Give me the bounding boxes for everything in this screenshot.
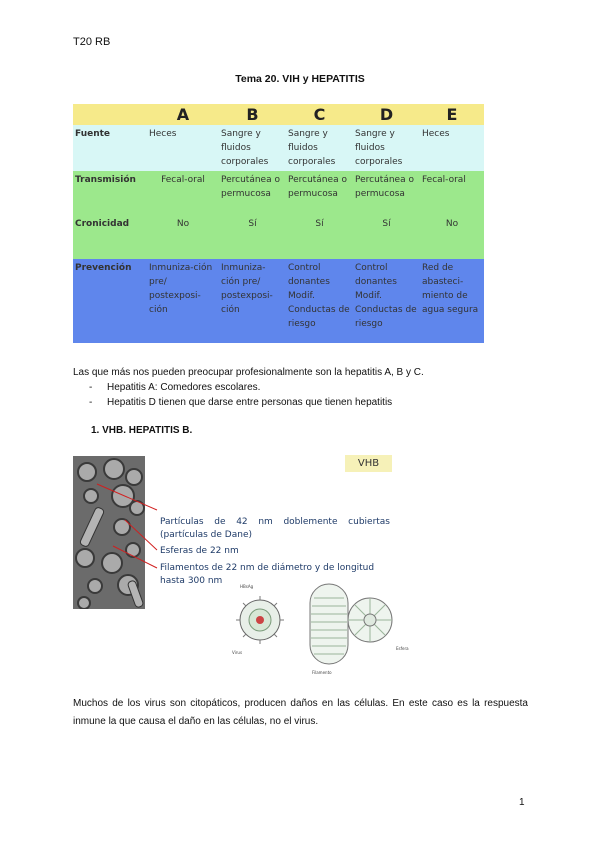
row-label: Fuente [73,125,147,171]
vhb-badge: VHB [345,455,392,472]
column-header: D [353,104,420,125]
table-row [73,171,484,215]
figure-label-filaments: Filamentos de 22 nm de diámetro y de longitud hasta 300 nm [160,563,375,586]
svg-text:Virus: Virus [232,650,243,655]
list-item-text: Hepatitis A: Comedores escolares. [107,382,261,393]
table-corner [73,104,147,125]
row-label: Prevención [73,259,147,343]
table-cell: Sangre y fluidos corporales [219,125,286,171]
pointer-line [125,520,157,550]
table-cell: Percutánea o permucosa [286,171,353,215]
table-cell: Fecal-oral [147,171,219,215]
body-paragraph: Muchos de los virus son citopáticos, producen daños en las células. En este caso es la respuesta inmune la que causa el daño en las células, no el virus. [73,698,528,727]
row-label: Transmisión [73,171,147,215]
svg-text:Filamento: Filamento [312,670,332,675]
dane-particle-icon [232,584,284,655]
list-item-text: Hepatitis D tienen que darse entre personas que tienen hepatitis [107,397,393,408]
pointer-line [113,546,157,568]
table-cell: No [420,215,484,259]
table-cell: Sí [353,215,420,259]
svg-text:Esfera: Esfera [396,646,409,651]
intro-paragraph: Las que más nos pueden preocupar profesionalmente son la hepatitis A, B y C. [73,367,424,378]
pointer-lines [73,456,163,586]
section-heading: 1. VHB. HEPATITIS B. [91,425,193,436]
svg-text:HBsAg: HBsAg [240,584,254,589]
table-cell: Inmuniza-ción pre/ postexposi-ción [147,259,219,343]
sphere-icon [348,598,409,651]
filament-icon [310,584,348,675]
pointer-line [97,484,157,510]
figure-label-dane: Partículas de 42 nm doblemente cubiertas (partículas de Dane) [160,517,390,540]
table-cell: Sangre y fluidos corporales [286,125,353,171]
table-cell: No [147,215,219,259]
list-item [89,395,392,410]
table-header-row [73,104,484,125]
page-title: Tema 20. VIH y HEPATITIS [235,73,365,85]
table-cell: Heces [147,125,219,171]
column-header: E [420,104,484,125]
table-cell: Control donantes Modif. Conductas de riesgo [353,259,420,343]
table-cell: Control donantes Modif. Conductas de riesgo [286,259,353,343]
row-label: Cronicidad [73,215,147,259]
hbv-structure-diagram [232,580,462,680]
table-cell: Inmuniza-ción pre/ postexposi-ción [219,259,286,343]
bullet-dash: - [89,397,93,408]
column-header: C [286,104,353,125]
page-number: 1 [519,797,525,808]
table-cell: Heces [420,125,484,171]
table-row [73,215,484,259]
header-label: T20 RB [73,36,111,48]
table-cell: Sí [286,215,353,259]
table-cell: Red de abasteci-miento de agua segura [420,259,484,343]
figure-label-spheres: Esferas de 22 nm [160,546,239,556]
column-header: A [147,104,219,125]
list-item [89,380,260,395]
table-cell: Sangre y fluidos corporales [353,125,420,171]
table-row [73,125,484,171]
column-header: B [219,104,286,125]
hepatitis-table [73,104,484,343]
table-cell: Percutánea o permucosa [353,171,420,215]
table-cell: Sí [219,215,286,259]
table-cell: Fecal-oral [420,171,484,215]
bullet-dash: - [89,382,93,393]
table-row [73,259,484,343]
table-cell: Percutánea o permucosa [219,171,286,215]
